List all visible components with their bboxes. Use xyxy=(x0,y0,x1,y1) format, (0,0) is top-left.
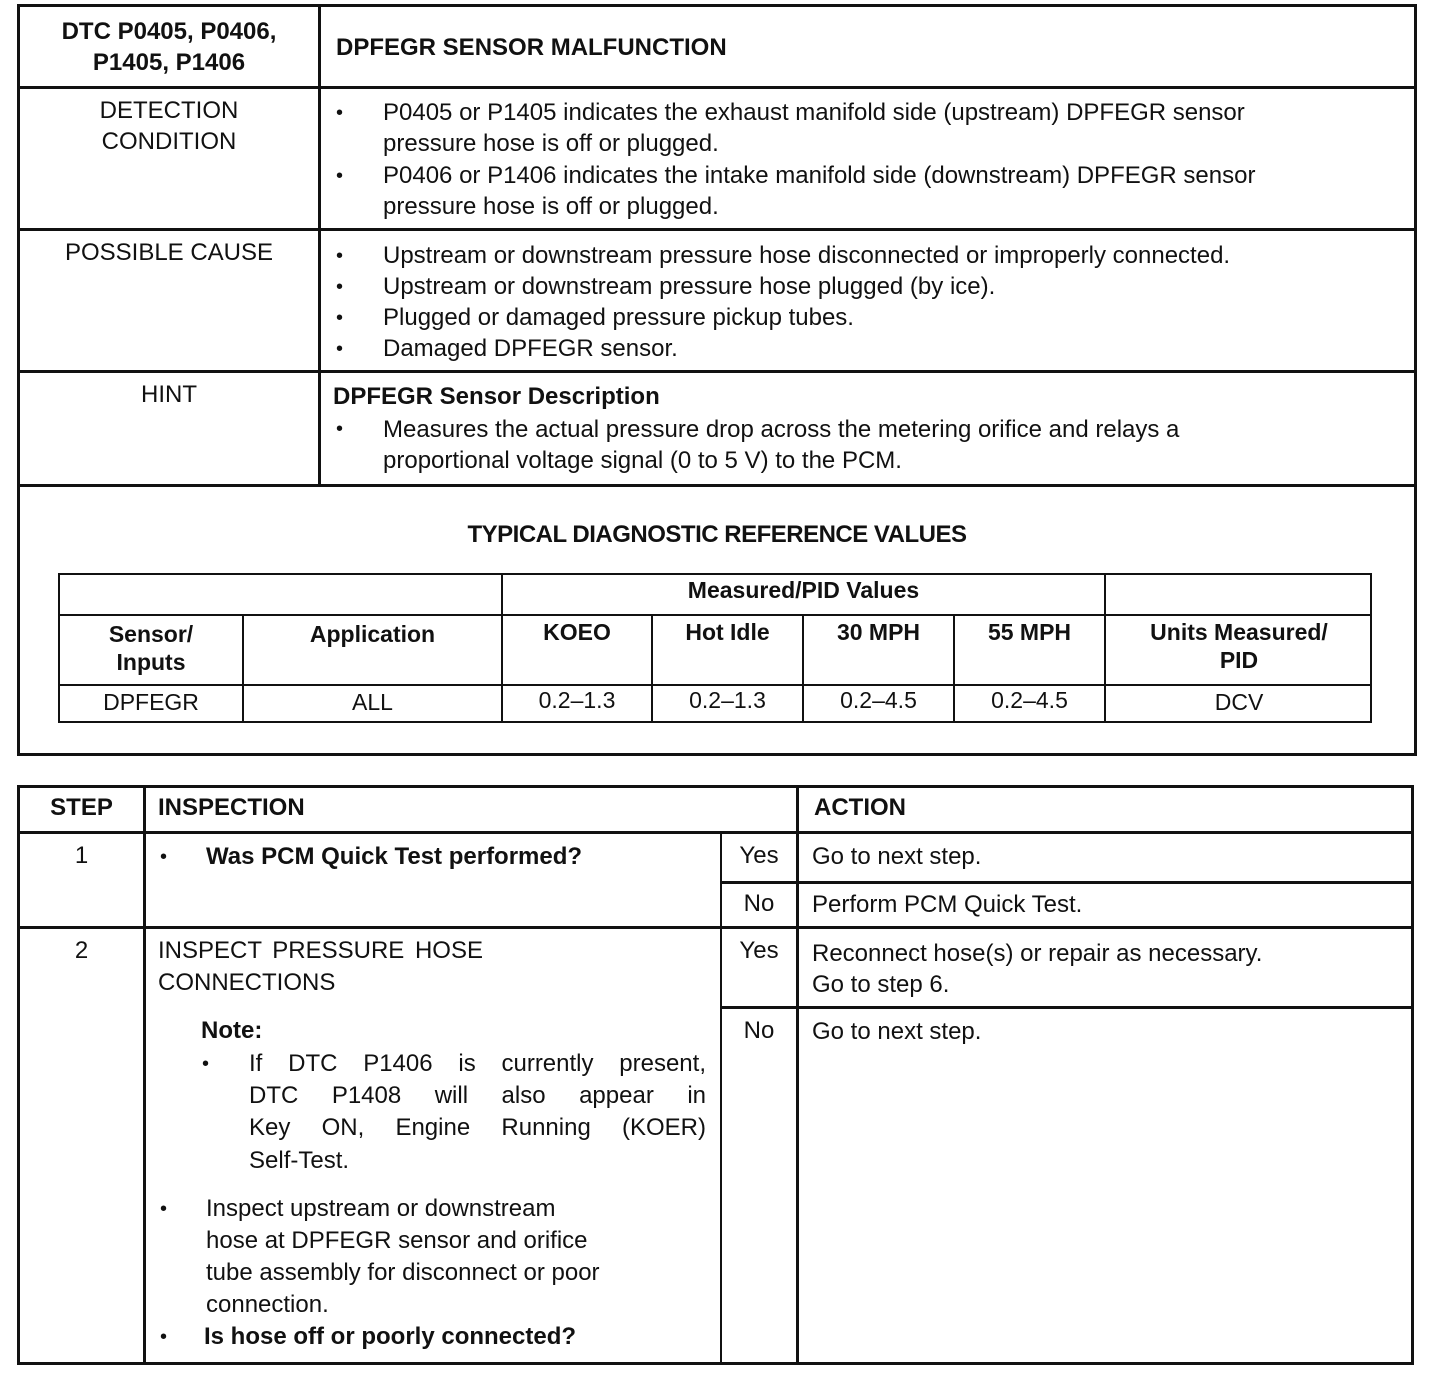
step-1-no-label: No xyxy=(743,890,775,917)
bullet: • xyxy=(336,276,344,298)
col-units-line1: Units Measured/ xyxy=(1150,619,1328,645)
step-2-inspect-line3: tube assembly for disconnect or poor xyxy=(206,1259,600,1286)
col-koeo: KOEO xyxy=(543,619,611,645)
detection-item-1-line2: pressure hose is off or plugged. xyxy=(383,130,719,157)
cause-item-4: Damaged DPFEGR sensor. xyxy=(383,335,678,362)
step-2-note-label: Note: xyxy=(201,1017,263,1044)
row-divider-4 xyxy=(17,484,1417,487)
bullet: • xyxy=(336,418,344,440)
cause-item-2: Upstream or downstream pressure hose plugged (by ice). xyxy=(383,273,996,300)
step-1-yes-label: Yes xyxy=(739,842,779,869)
col-55mph: 55 MPH xyxy=(987,619,1072,645)
steps-grid-line xyxy=(796,785,799,1365)
bullet: • xyxy=(336,102,344,124)
col-units-line2: PID xyxy=(1219,647,1259,673)
bullet: • xyxy=(160,1326,168,1348)
cell-application: ALL xyxy=(352,689,393,715)
hint-label: HINT xyxy=(141,381,197,408)
dtc-codes-line2: P1405, P1406 xyxy=(92,49,246,76)
col-application: Application xyxy=(309,621,436,647)
header-action: ACTION xyxy=(814,794,906,821)
step-2-inspect-line4: connection. xyxy=(206,1291,329,1318)
hint-heading: DPFEGR Sensor Description xyxy=(333,383,660,410)
col-sensor-line1: Sensor/ xyxy=(108,621,194,647)
bullet: • xyxy=(160,1198,168,1220)
detection-item-1-line1: P0405 or P1405 indicates the exhaust manifold side (upstream) DPFEGR sensor xyxy=(383,99,1245,126)
step-2-title-line1: INSPECT PRESSURE HOSE xyxy=(158,937,483,964)
hint-line1: Measures the actual pressure drop across the metering orifice and relays a xyxy=(383,416,1180,443)
cause-item-1: Upstream or downstream pressure hose disconnected or improperly connected. xyxy=(383,242,1231,269)
step-2-note-line4: Self-Test. xyxy=(249,1147,350,1174)
detection-item-2-line1: P0406 or P1406 indicates the intake manifold side (downstream) DPFEGR sensor xyxy=(383,162,1256,189)
bullet: • xyxy=(202,1053,210,1075)
step-2-note-line1: If DTC P1406 is currently present, xyxy=(249,1050,706,1077)
bullet: • xyxy=(336,245,344,267)
cause-item-3: Plugged or damaged pressure pickup tubes. xyxy=(383,304,854,331)
detection-label-line1: DETECTION xyxy=(99,97,239,124)
step-2-number: 2 xyxy=(74,937,89,964)
header-inspection: INSPECTION xyxy=(158,794,305,821)
cell-koeo: 0.2–1.3 xyxy=(538,687,616,713)
ref-grid-line xyxy=(58,614,1372,616)
steps-grid-line xyxy=(17,926,1414,929)
step-2-yes-action-line2: Go to step 6. xyxy=(812,971,950,998)
row-divider-1 xyxy=(17,86,1417,89)
cell-30mph: 0.2–4.5 xyxy=(840,687,917,713)
detection-item-2-line2: pressure hose is off or plugged. xyxy=(383,193,719,220)
step-2-note-line2: DTC P1408 will also appear in xyxy=(249,1082,706,1109)
step-2-no-action: Go to next step. xyxy=(812,1018,982,1045)
step-2-title-line2: CONNECTIONS xyxy=(158,969,336,996)
bullet: • xyxy=(336,165,344,187)
hint-line2: proportional voltage signal (0 to 5 V) to the PCM. xyxy=(383,447,902,474)
cell-sensor: DPFEGR xyxy=(103,689,199,715)
measured-values-header: Measured/PID Values xyxy=(687,577,920,603)
step-2-inspect-line1: Inspect upstream or downstream xyxy=(206,1195,556,1222)
row-divider-3 xyxy=(17,370,1417,373)
header-step: STEP xyxy=(50,794,113,821)
step-2-question: Is hose off or poorly connected? xyxy=(204,1323,577,1350)
bullet: • xyxy=(336,307,344,329)
bullet: • xyxy=(160,846,168,868)
cell-units: DCV xyxy=(1214,689,1264,715)
dtc-label-divider xyxy=(318,4,321,486)
step-2-no-label: No xyxy=(743,1017,775,1044)
step-2-note-line3: Key ON, Engine Running (KOER) xyxy=(249,1114,706,1141)
detection-label-line2: CONDITION xyxy=(101,128,237,155)
step-2-yes-action-line1: Reconnect hose(s) or repair as necessary. xyxy=(812,940,1263,967)
steps-grid-line xyxy=(720,881,1414,884)
steps-grid-line xyxy=(143,785,146,1365)
steps-grid-line xyxy=(17,831,1414,834)
col-sensor-line2: Inputs xyxy=(116,649,186,675)
step-2-inspect-line2: hose at DPFEGR sensor and orifice xyxy=(206,1227,588,1254)
step-2-yes-label: Yes xyxy=(739,937,779,964)
steps-grid-line xyxy=(720,1006,1414,1009)
row-divider-2 xyxy=(17,228,1417,231)
cell-55mph: 0.2–4.5 xyxy=(991,687,1068,713)
step-1-yes-action: Go to next step. xyxy=(812,843,982,870)
bullet: • xyxy=(336,338,344,360)
cell-hot-idle: 0.2–1.3 xyxy=(689,687,766,713)
step-1-question: Was PCM Quick Test performed? xyxy=(206,843,583,870)
step-1-no-action: Perform PCM Quick Test. xyxy=(812,891,1083,918)
step-1-number: 1 xyxy=(74,842,89,869)
col-30mph: 30 MPH xyxy=(836,619,921,645)
col-hot-idle: Hot Idle xyxy=(685,619,770,645)
reference-values-title: TYPICAL DIAGNOSTIC REFERENCE VALUES xyxy=(467,521,967,548)
possible-cause-label: POSSIBLE CAUSE xyxy=(64,239,274,266)
dtc-codes-line1: DTC P0405, P0406, xyxy=(61,18,277,45)
dtc-title: DPFEGR SENSOR MALFUNCTION xyxy=(336,34,727,61)
